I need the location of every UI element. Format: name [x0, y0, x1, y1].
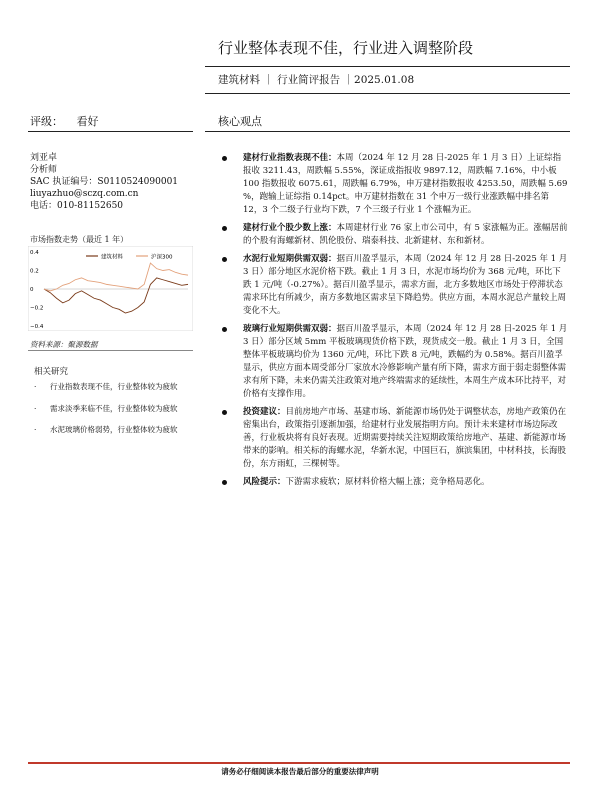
bullet-dot-icon: [222, 480, 227, 485]
chart-rule: [28, 350, 193, 351]
y-tick-label: 0: [30, 287, 34, 293]
analyst-email[interactable]: liuyazhuo@sczq.com.cn: [30, 189, 139, 199]
analyst-phone: 电话：010-81152650: [30, 201, 124, 211]
core-views-heading: 核心观点: [218, 115, 262, 128]
bullet-icon: ·: [34, 425, 37, 434]
bullet-item-cement: 水泥行业短期供需双弱：据百川盈孚显示，本周（2024 年 12 月 28 日-2025 年 1 月 3 日）部分地区水泥价格下跌。截止 1 月 3 日，水泥市场均价为 368 元/吨，环比下跌 1 元/吨（-0.27%）。据百川盈孚显示，需求方面，北方多数地区市场处于停滞状态需求环比有所减少，南方多数地区需求呈下降趋势。供应方面，本周水泥总产量较上周变化不大。: [218, 253, 568, 318]
subtitle-rule: [205, 93, 570, 94]
analyst-info: [30, 152, 178, 212]
bullet-item-advice: 投资建议：目前房地产市场、基建市场、新能源市场仍处于调整状态，房地产政策仍在密集出台，政策指引逐渐加强，给建材行业发展指明方向。预计未来建材市场边际改善，行业板块将有良好表现。近期需要持续关注短期政策给房地产、基建、新能源市场带来的影响。相关标的海螺水泥，华新水泥，中国巨石，旗滨集团，中材科技，长海股份，东方雨虹，三棵树等。: [218, 406, 568, 471]
related-item[interactable]: · 行业指数表现不佳，行业整体较为疲软: [34, 382, 178, 391]
analyst-cert: SAC 执证编号：S0110524090001: [30, 177, 179, 187]
bullet-dot-icon: [222, 410, 227, 415]
bullet-dot-icon: [222, 226, 227, 231]
legend-series-2: 沪深300: [151, 254, 173, 261]
core-views-list: [218, 152, 568, 494]
related-research-heading: 相关研究: [34, 367, 69, 377]
bullet-dot-icon: [222, 327, 227, 332]
right-rule: [205, 131, 570, 132]
bullet-dot-icon: [222, 257, 227, 262]
rating-value: 看好: [76, 115, 99, 128]
analyst-role: 分析师: [30, 165, 58, 175]
related-research-list: [34, 382, 192, 447]
y-tick-label: −0.4: [30, 324, 44, 330]
bullet-item-glass: 玻璃行业短期供需双弱：据百川盈孚显示，本周（2024 年 12 月 28 日-2025 年 1 月 3 日）部分区域 5mm 平板玻璃现货价格下跌，现货成交一般。截止 1 月 3 日，全国整体平板玻璃均价为 1360 元/吨，环比下跌 8 元/吨，跌幅约为 0.58%。据百川盈孚显示，供应方面本周受部分厂家放水冷修影响产量有所下降，需求方面于弱走弱整体需求有所下降，未来仍需关注政策对地产终端需求的延续性，本周生产成本环比持平，对价格有支撑作用。: [218, 323, 568, 401]
bullet-icon: ·: [34, 403, 37, 413]
report-subtitle: 建筑材料 ｜ 行业简评报告 ｜2025.01.08: [218, 74, 415, 86]
footer-rule: [28, 762, 570, 764]
y-tick-label: −0.2: [30, 305, 44, 312]
title-rule: [205, 66, 570, 67]
bullet-icon: ·: [34, 382, 37, 391]
bullet-item-stocks: 建材行业个股少数上涨：本周建材行业 76 家上市公司中，有 5 家涨幅为正。涨幅居前的个股有海螺新材、凯伦股份、瑞泰科技、北新建材、东和新材。: [218, 222, 568, 248]
market-index-chart: [28, 246, 193, 331]
related-item[interactable]: · 需求淡季来临不佳，行业整体较为疲软: [34, 403, 178, 413]
rating: [30, 113, 99, 129]
chart-source: 资料来源：聚源数据: [30, 340, 98, 349]
rating-label: 评级：: [30, 115, 63, 128]
legend-series-1: 建筑材料: [101, 254, 124, 261]
legal-notice[interactable]: 请务必仔细阅读本报告最后部分的重要法律声明: [221, 767, 379, 776]
y-tick-label: 0.4: [30, 250, 39, 256]
bullet-item-index: 建材行业指数表现不佳：本周（2024 年 12 月 28 日-2025 年 1 月 3 日）上证综指报收 3211.43，周跌幅 5.55%，深证成指报收 9897.12，周跌幅 7.16%，中小板 100 指数报收 6075.61，周跌幅 6.79%，申万建材指数报收 4253.50，周跌幅 5.69 %，跑输上证综指 0.14pct。申万建材指数在 31 个申万一级行业涨跌幅中排名第 12，3 个二级子行业均下跌，7 个三级子行业 1 个涨幅为正。: [218, 152, 568, 217]
related-item[interactable]: · 水泥玻璃价格弱势，行业整体较为疲软: [34, 425, 178, 434]
chart-title: 市场指数走势（最近 1 年）: [30, 235, 129, 244]
bullet-dot-icon: [222, 156, 227, 161]
left-rule: [28, 131, 193, 132]
y-tick-label: 0.2: [30, 268, 39, 275]
bullet-item-risk: 风险提示：下游需求疲软；原材料价格大幅上涨；竞争格局恶化。: [218, 476, 568, 489]
report-title: 行业整体表现不佳，行业进入调整阶段: [218, 39, 474, 57]
analyst-name: 刘亚卓: [30, 153, 58, 163]
